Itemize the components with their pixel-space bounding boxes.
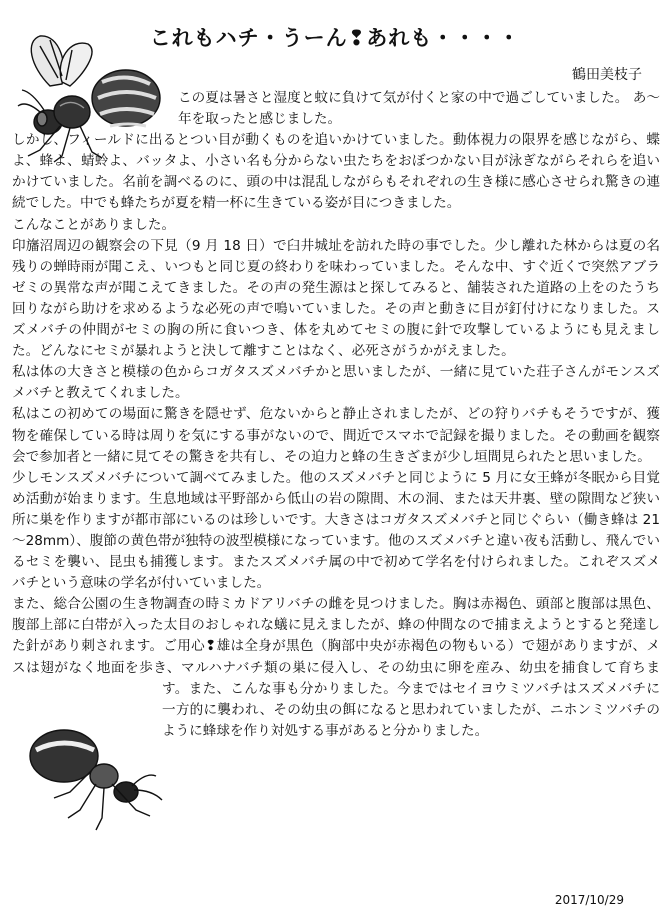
paragraph-2: しかし、フィールドに出るとつい目が動くものを追いかけていました。動体視力の限界を感じながら、蝶よ、蜂よ、蜻蛉よ、バッタよ、小さい名も分からない虫たちをおぼつかない目が泳ぎながらそれらを追いかけていました。名前を調べるのに、頭の中は混乱しながらもそれぞれの生き様に感心させられ驚きの連続でした。中でも蜂たちが夏を精一杯に生きている姿が目につきました。 xyxy=(12,132,660,212)
author-name: 鶴田美枝子 xyxy=(572,67,642,83)
paragraph-3: こんなことがありました。 xyxy=(12,216,176,233)
paragraph-8: また、総合公園の生き物調査の時ミカドアリバチの雌を見つけました。胸は赤褐色、頭部と腹部は黒色、腹部上部に白帯が入った太目のおしゃれな蟻に見えましたが、蜂の仲間なので捕まえようとすると発達した針があり刺されます。ご用心❢雄は全身が黒色（胸部中央が赤褐色の物もいる）で翅がありますが、メスは翅がなく地面を歩き、マルハナバチ類の巣に侵入し、その幼虫に卵を産み、幼虫を捕食して育ちます。また、こんな事も分かりました。今まではセイヨウミツバチはスズメバチに一方的に襲われ、その幼虫の餌になると思われていましたが、ニホンミツバチのように蜂球を作り対処する事があると分かりました。 xyxy=(12,596,660,739)
article-body xyxy=(12,88,660,793)
article-title: これもハチ・うーん❢あれも・・・・ xyxy=(149,26,521,50)
paragraph-4: 印旛沼周辺の観察会の下見（9 月 18 日）で臼井城址を訪れた時の事でした。少し離れた林からは夏の名残りの蝉時雨が聞こえ、いつもと同じ夏の終わりを味わっていました。そんな中、すぐ近くで突然アブラゼミの異常な声が聞こえてきました。その声の発生源はと探してみると、舗装された道路の上をのたうち回りながら助けを求めるような必死の声で鳴いていました。その声と動きに目が釘付けになりました。スズメバチの仲間がセミの胸の所に食いつき、体を丸めてセミの腹に針で攻撃しているようにも見えました。どんなにセミが暴れようと決して離すことはなく、必死さがうかがえました。 xyxy=(12,237,660,360)
paragraph-5: 私は体の大きさと模様の色からコガタスズメバチかと思いましたが、一緒に見ていた荘子さんがモンスズメバチと教えてくれました。 xyxy=(12,364,660,402)
paragraph-7: 少しモンスズメバチについて調べてみました。他のスズメバチと同じように 5 月に女王蜂が冬眠から目覚め活動が始まります。生息地域は平野部から低山の岩の隙間、木の洞、または天井裏、壁の隙間など狭い所に巣を作りますが都市部にいるのは珍しいです。大きさはコガタスズメバチと同じぐらい（働き蜂は 21～28mm）、腹節の黄色帯が独特の波型模様になっています。他のスズメバチと違い夜も活動し、飛んでいるセミを襲い、昆虫も捕獲します。またスズメバチ属の中で初めて学名を付けられました。これぞスズメバチという意味の学名が付いていました。 xyxy=(12,469,660,592)
paragraph-1: この夏は暑さと湿度と蚊に負けて気が付くと家の中で過ごしていました。 あ～年を取ったと感じました。 xyxy=(178,90,660,128)
paragraph-6: 私はこの初めての場面に驚きを隠せず、危ないからと静止されましたが、どの狩りバチもそうですが、獲物を確保している時は周りを気にする事がないので、間近でスマホで記録を撮りました。その動画を観察会で参加者と一緒に見てその驚きを共有し、その迫力と蜂の生きざまが少し垣間見られたと思いました。 xyxy=(12,406,660,465)
article-date: 2017/10/29 xyxy=(554,893,624,907)
